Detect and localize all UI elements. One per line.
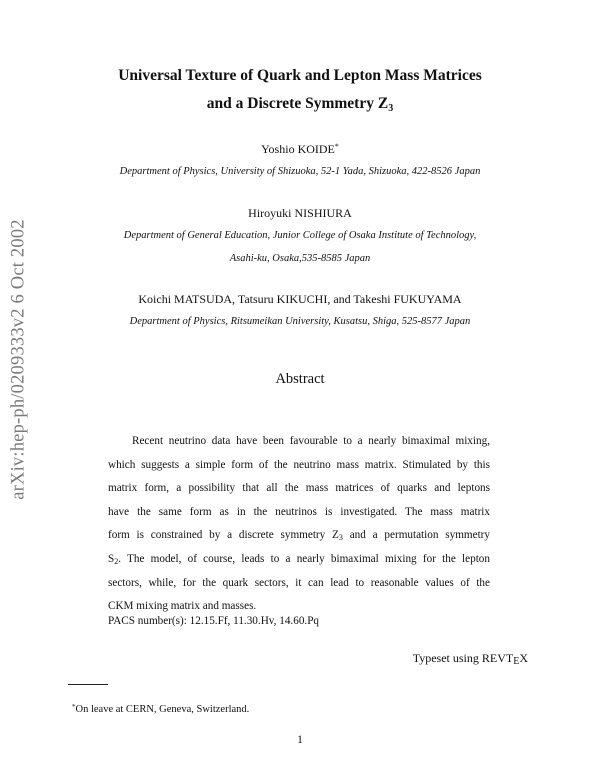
- title-line-2-text: and a Discrete Symmetry Z: [206, 95, 389, 112]
- typeset-suffix: X: [519, 651, 528, 665]
- footnote-text: On leave at CERN, Geneva, Switzerland.: [75, 704, 250, 715]
- author-nishiura: Hiroyuki NISHIURA: [248, 206, 352, 220]
- abstract-line: CKM mixing matrix and masses.: [108, 600, 257, 613]
- abstract-line: have the same form as in the neutrinos is investigated. The mass matrix: [108, 505, 490, 518]
- abstract-heading: Abstract: [275, 371, 325, 387]
- footnote-mark: *: [72, 703, 76, 711]
- abstract-line: matrix form, a possibility that all the mass matrices of quarks and leptons: [108, 482, 490, 495]
- affiliation-osaka-line-2: Asahi-ku, Osaka,535-8585 Japan: [229, 253, 371, 264]
- paper-title-line-1: Universal Texture of Quark and Lepton Mass Matrices: [118, 67, 482, 84]
- affiliation-shizuoka: Department of Physics, University of Shizuoka, 52-1 Yada, Shizuoka, 422-8526 Japan: [119, 166, 481, 177]
- page-number: 1: [297, 734, 303, 746]
- abstract-line: [108, 548, 490, 572]
- abstract-line: sectors, while, for the quark sectors, it can lead to reasonable values of the: [108, 576, 490, 589]
- arxiv-stamp-text: arXiv:hep-ph/0209333v2 6 Oct 2002: [8, 218, 29, 500]
- typeset-note: [413, 652, 528, 667]
- arxiv-side-stamp: [2, 209, 36, 509]
- abstract-subscript: 2: [114, 556, 119, 566]
- pacs-numbers: PACS number(s): 12.15.Ff, 11.30.Hv, 14.60.Pq: [108, 615, 320, 627]
- typeset-tex-e: E: [513, 656, 520, 667]
- abstract-line: [108, 524, 490, 548]
- author-koide: [40, 143, 560, 155]
- abstract-line-text: S: [108, 552, 115, 565]
- title-subscript: 3: [388, 103, 394, 114]
- abstract-line: Recent neutrino data have been favourable to a nearly bimaximal mixing,: [132, 435, 490, 447]
- author-footnote-mark: *: [334, 142, 339, 151]
- abstract-subscript: 3: [338, 533, 343, 543]
- affiliation-osaka-line-1: Department of General Education, Junior College of Osaka Institute of Technology,: [123, 230, 477, 241]
- abstract-line-text: . The model, of course, leads to a nearly bimaximal mixing for the lepton: [118, 552, 490, 565]
- abstract-body: [108, 430, 490, 619]
- author-matsuda-kikuchi-fukuyama: Koichi MATSUDA, Tatsuru KIKUCHI, and Takeshi FUKUYAMA: [138, 292, 462, 306]
- author-names: Yoshio KOIDE: [261, 142, 335, 156]
- affiliation-ritsumeikan: Department of Physics, Ritsumeikan University, Kusatsu, Shiga, 525-8577 Japan: [129, 316, 471, 327]
- typeset-prefix: Typeset using REVT: [412, 651, 514, 665]
- abstract-line-text: form is constrained by a discrete symmetry Z: [108, 529, 339, 542]
- abstract-line: which suggests a simple form of the neutrino mass matrix. Stimulated by this: [108, 458, 490, 471]
- paper-title-line-2: [60, 96, 540, 114]
- footnote: [72, 704, 249, 716]
- footnote-rule: [68, 684, 108, 685]
- abstract-line-text: and a permutation symmetry: [342, 529, 491, 542]
